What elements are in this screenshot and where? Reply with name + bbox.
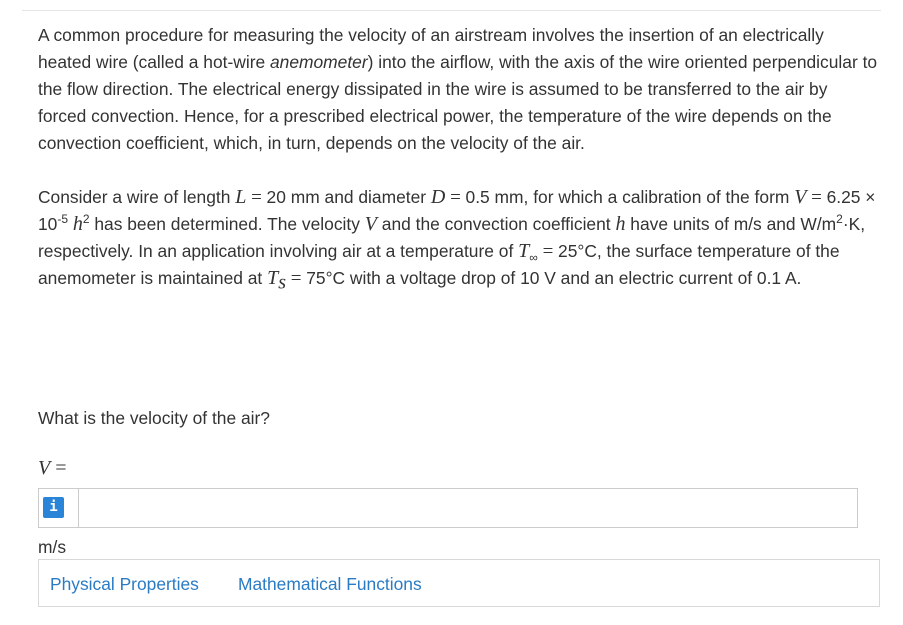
t-surface-value: 75°C bbox=[306, 268, 346, 288]
velocity-symbol: V bbox=[794, 186, 807, 208]
info-button[interactable] bbox=[38, 488, 78, 528]
diameter-value: 0.5 mm bbox=[465, 187, 524, 207]
mathematical-functions-link[interactable]: Mathematical Functions bbox=[238, 574, 422, 594]
h-symbol: h bbox=[72, 213, 83, 235]
question-paragraph-given: Consider a wire of length L = 20 mm and diameter D = 0.5 mm, for which a calibration of the form $V = 6.25 \times 10^{-5}$ $h^2$ has been determined. The velocity V and the convection coefficient h have units of m/s and $W/m^2\cdot K$, respectively. In an application involving air at a temperature of $T_\infty = 25^\circ C$, the surface temperature of the anemometer is maintained at $T_s = 75^\circ C$ with a voltage drop of 10 V and an electric current of 0.1 A. bbox=[38, 186, 876, 294]
t-surface-symbol: T bbox=[267, 267, 279, 289]
answer-units: m/s bbox=[38, 537, 67, 557]
length-value: 20 mm bbox=[266, 187, 320, 207]
question-prompt: What is the velocity of the air? bbox=[38, 408, 270, 428]
top-divider bbox=[22, 10, 881, 11]
question-paragraph-intro bbox=[38, 22, 878, 157]
answer-row bbox=[38, 488, 858, 528]
diameter-symbol: D bbox=[430, 186, 446, 208]
t-infinity-value: 25°C bbox=[558, 241, 597, 261]
length-symbol: L bbox=[235, 186, 247, 208]
intro-text: A common procedure for measuring the velocity of an airstream involves the insertion of an electrically heated wire (called a hot-wire bbox=[38, 25, 824, 72]
answer-variable-label: V = bbox=[38, 457, 67, 479]
physical-properties-link[interactable]: Physical Properties bbox=[50, 574, 199, 594]
resource-links-bar bbox=[38, 559, 880, 607]
t-infinity-symbol: T bbox=[518, 240, 530, 262]
calibration-coefficient: 6.25 × 10 bbox=[38, 187, 876, 234]
intro-text-cont: ) into the airflow, with the axis of the wire oriented perpendicular to the flow direction. The electrical energy dissipated in the wire is assumed to be transferred to the air by forced convection. Hence, for a prescribed electrical power, the temperature of the wire depends on the convection coefficient, which, in turn, depends on the velocity of the air. bbox=[38, 52, 878, 153]
info-icon: i bbox=[43, 497, 64, 518]
question-text bbox=[38, 22, 878, 292]
velocity-answer-input[interactable] bbox=[78, 488, 858, 528]
anemometer-term: anemometer bbox=[270, 52, 368, 72]
